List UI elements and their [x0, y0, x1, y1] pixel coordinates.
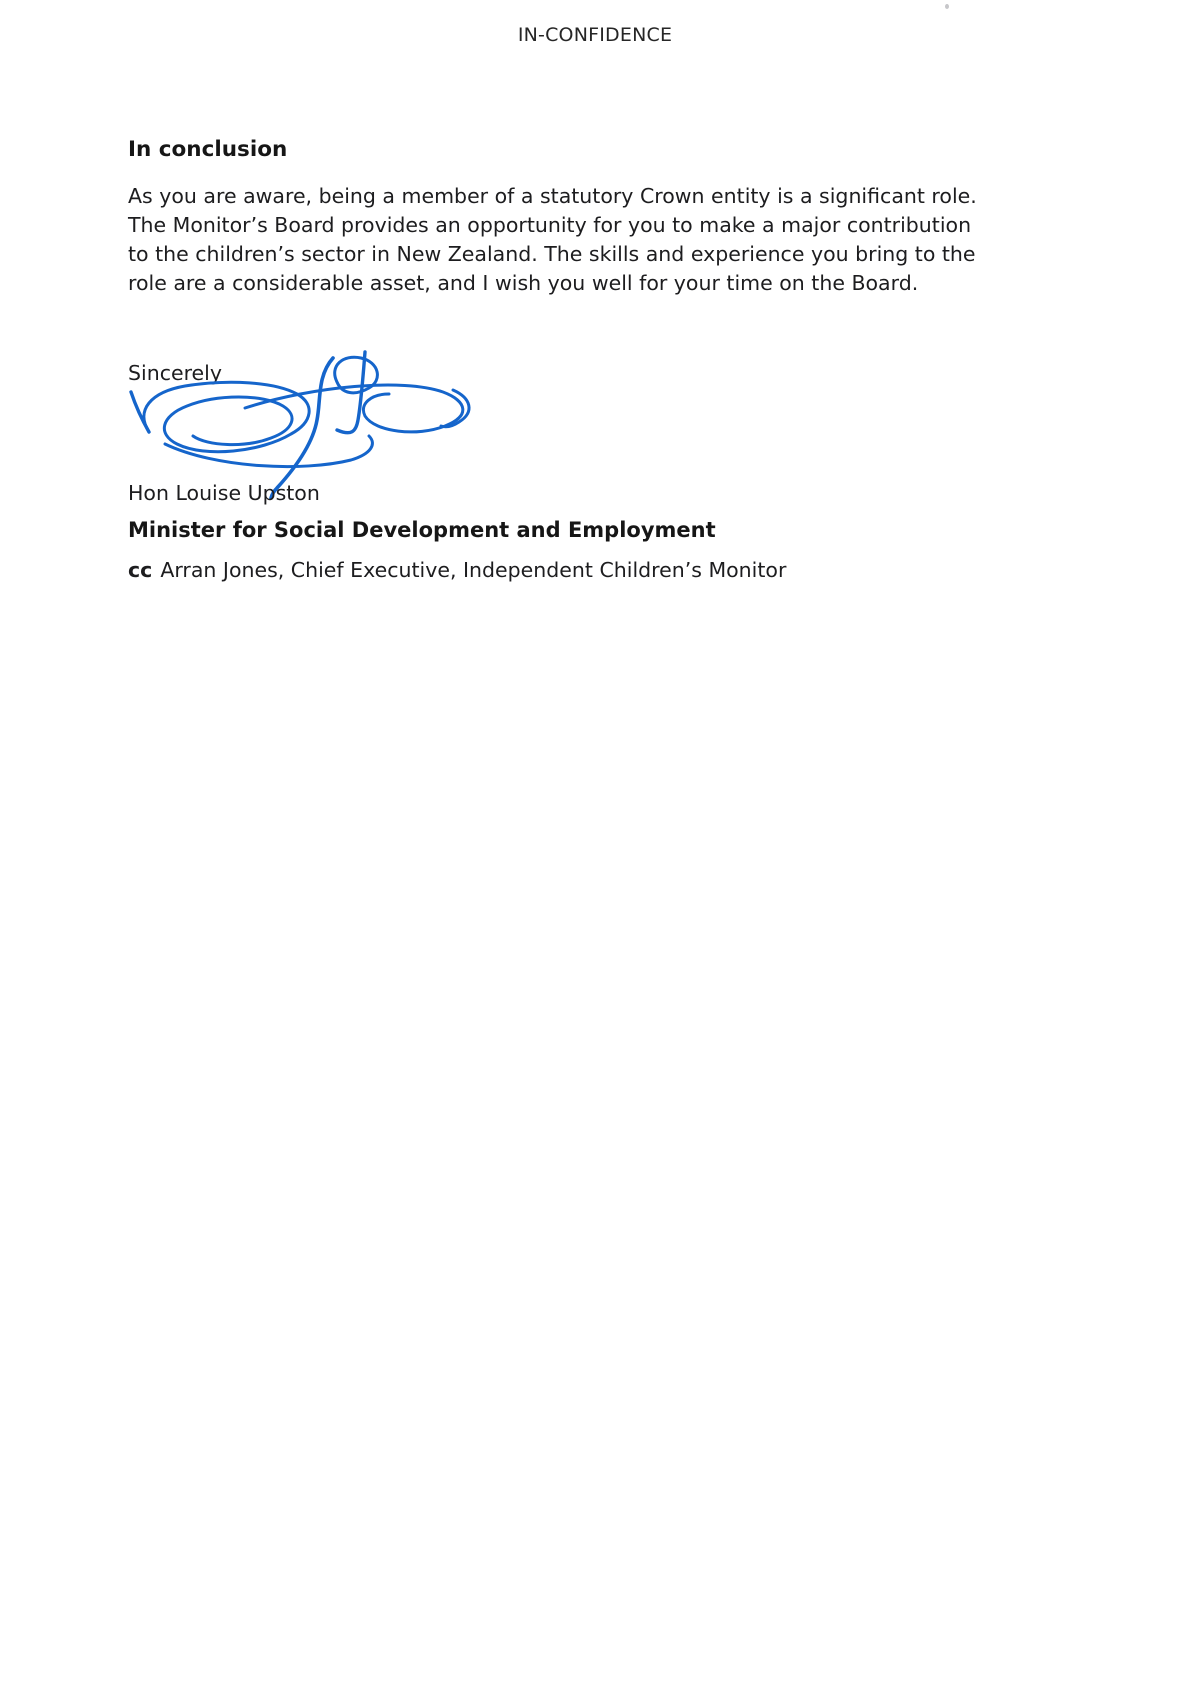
signature-stroke: [144, 382, 309, 451]
closing-salutation: Sincerely: [128, 361, 223, 385]
cc-recipient: Arran Jones, Chief Executive, Independent Children’s Monitor: [160, 558, 787, 582]
cc-label: cc: [128, 558, 153, 582]
paragraph-line: As you are aware, being a member of a statutory Crown entity is a significant role.: [128, 184, 977, 208]
paragraph-line: to the children’s sector in New Zealand. The skills and experience you bring to the: [128, 242, 976, 266]
signatory-title: Minister for Social Development and Employment: [128, 518, 716, 542]
section-heading: In conclusion: [128, 137, 288, 162]
paragraph-line: role are a considerable asset, and I wish you well for your time on the Board.: [128, 271, 919, 295]
classification-banner: IN-CONFIDENCE: [517, 24, 673, 46]
scan-artifact-speck: [945, 4, 949, 9]
paragraph-line: The Monitor’s Board provides an opportunity for you to make a major contribution: [128, 213, 972, 237]
signatory-name: Hon Louise Upston: [128, 481, 320, 505]
handwritten-signature-ink: [123, 348, 483, 500]
conclusion-paragraph: [128, 182, 1008, 298]
cc-line: [128, 558, 786, 582]
